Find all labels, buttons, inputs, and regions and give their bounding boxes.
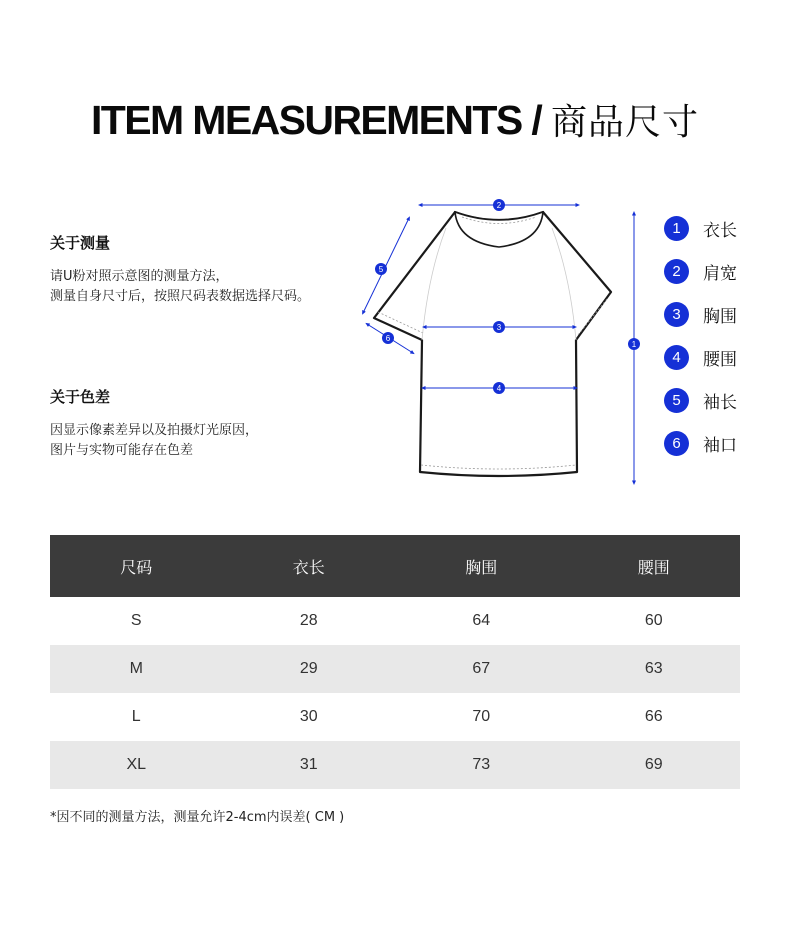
table-row (50, 597, 740, 645)
measurement-note (50, 232, 370, 307)
legend-item (664, 293, 774, 336)
page-title-en: ITEM MEASUREMENTS / (90, 97, 551, 143)
tshirt-diagram (358, 195, 658, 495)
measurement-note-heading: 关于测量 (50, 234, 111, 252)
marker-1: 1 (631, 340, 637, 349)
marker-2: 2 (496, 201, 502, 210)
measurement-note-line: 请U粉对照示意图的测量方法， (50, 269, 229, 284)
table-cell: L (131, 708, 141, 725)
table-cell: M (50, 645, 223, 693)
color-note-line: 因显示像素差异以及拍摄灯光原因， (50, 423, 259, 438)
table-header-row (50, 535, 740, 597)
marker-3: 3 (496, 323, 502, 332)
table-cell: 70 (472, 708, 491, 725)
legend-number-badge: 4 (664, 345, 689, 370)
legend-item (664, 250, 774, 293)
header-waist: 腰围 (568, 535, 741, 597)
header-chest: 胸围 (395, 535, 568, 597)
page-title (0, 94, 790, 145)
legend-number-badge: 6 (664, 431, 689, 456)
footnote: *因不同的测量方法，测量允许2-4cm内误差( CM ) (50, 810, 345, 825)
header-length: 衣长 (223, 535, 396, 597)
legend-label: 胸围 (703, 307, 737, 327)
table-row (50, 741, 740, 789)
table-cell: 29 (223, 645, 396, 693)
table-cell: XL (50, 741, 223, 789)
tshirt-outline (374, 212, 611, 476)
table-row (50, 693, 740, 741)
table-cell: 30 (299, 708, 318, 725)
measurement-note-line: 测量自身尺寸后，按照尺码表数据选择尺码。 (50, 289, 311, 304)
legend-item (664, 379, 774, 422)
marker-4: 4 (496, 384, 502, 393)
legend-item (664, 422, 774, 465)
legend-label: 腰围 (703, 350, 737, 370)
marker-6: 6 (385, 334, 391, 343)
legend-label: 衣长 (703, 221, 737, 241)
legend-number-badge: 2 (664, 259, 689, 284)
table-cell: 66 (644, 708, 663, 725)
size-table (50, 535, 740, 789)
table-cell: 64 (472, 612, 491, 629)
legend-label: 袖口 (703, 436, 737, 456)
header-size: 尺码 (50, 535, 223, 597)
measurement-legend (664, 207, 774, 465)
marker-5: 5 (378, 265, 384, 274)
table-cell: 28 (299, 612, 318, 629)
color-note-heading: 关于色差 (50, 388, 111, 406)
table-cell: 31 (223, 741, 396, 789)
table-row (50, 645, 740, 693)
page-title-cn: 商品尺寸 (551, 102, 700, 143)
table-cell: 63 (568, 645, 741, 693)
table-cell: 69 (568, 741, 741, 789)
table-cell: 67 (395, 645, 568, 693)
legend-item (664, 336, 774, 379)
legend-label: 袖长 (703, 393, 737, 413)
table-cell: 73 (395, 741, 568, 789)
legend-number-badge: 1 (664, 216, 689, 241)
legend-item (664, 207, 774, 250)
table-cell: 60 (644, 612, 663, 629)
color-note-line: 图片与实物可能存在色差 (50, 443, 194, 458)
legend-label: 肩宽 (703, 264, 737, 284)
color-note (50, 386, 370, 461)
legend-number-badge: 3 (664, 302, 689, 327)
table-cell: S (130, 612, 142, 629)
legend-number-badge: 5 (664, 388, 689, 413)
